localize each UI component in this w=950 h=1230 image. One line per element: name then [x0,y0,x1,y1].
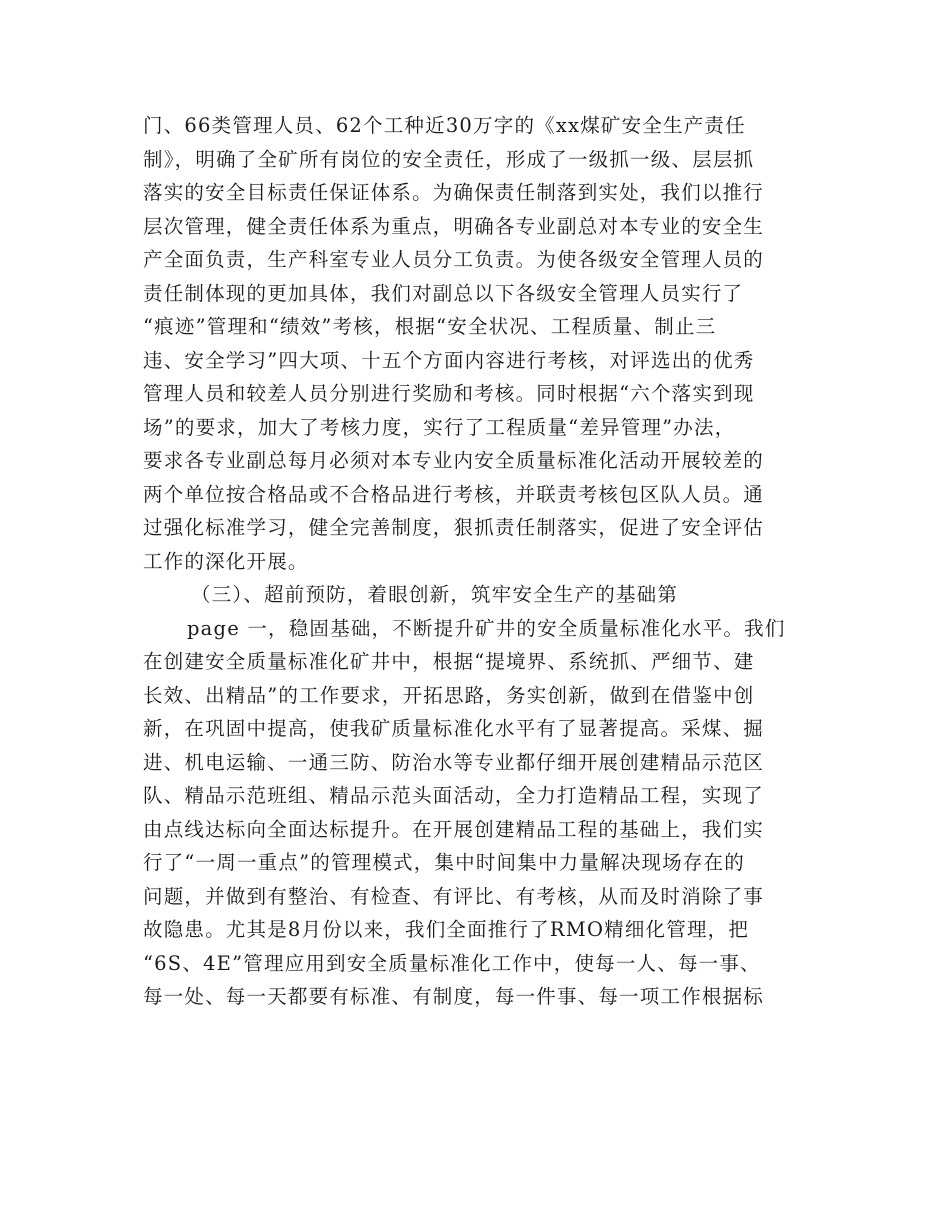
text-line: 每一处、每一天都要有标准、有制度，每一件事、每一项工作根据标 [143,985,765,1008]
text-line: 层次管理，健全责任体系为重点，明确各专业副总对本专业的安全生 [143,214,765,238]
text-line: 落实的安全目标责任保证体系。为确保责任制落到实处，我们以推行 [143,181,765,204]
text-line: 问题，并做到有整治、有检查、有评比、有考核，从而及时消除了事 [143,884,765,908]
text-line: 队、精品示范班组、精品示范头面活动，全力打造精品工程，实现了 [143,784,765,807]
text-line: 要求各专业副总每月必须对本专业内安全质量标准化活动开展较差的 [143,449,765,472]
text-line: 过强化标准学习，健全完善制度，狠抓责任制落实，促进了安全评估 [143,516,765,539]
text-line: “痕迹”管理和“绩效”考核，根据“安全状况、工程质量、制止三 [143,315,717,338]
text-line: “6S、4E”管理应用到安全质量标准化工作中，使每一人、每一事、 [143,951,761,975]
paragraph-first-line: page 一，稳固基础，不断提升矿井的安全质量标准化水平。我们 [187,616,786,640]
text-line: 工作的深化开展。 [143,549,309,573]
text-line: 门、66类管理人员、62个工种近30万字的《xx煤矿安全生产责任 [143,114,746,137]
text-line: 场”的要求，加大了考核力度，实行了工程质量“差异管理”办法， [143,415,736,439]
document-body [143,109,823,1014]
text-line: 制》，明确了全矿所有岗位的安全责任，形成了一级抓一级、层层抓 [143,147,755,171]
text-line: 在创建安全质量标准化矿井中，根据“提境界、系统抓、严细节、建 [143,650,755,673]
text-line: 进、机电运输、一通三防、防治水等专业都仔细开展创建精品示范区 [143,750,765,774]
text-line: 管理人员和较差人员分别进行奖励和考核。同时根据“六个落实到现 [143,382,755,405]
text-line: 行了“一周一重点”的管理模式，集中时间集中力量解决现场存在的 [143,851,745,874]
text-line: 长效、出精品”的工作要求，开拓思路，务实创新，做到在借鉴中创 [143,683,755,707]
text-line: 新，在巩固中提高，使我矿质量标准化水平有了显著提高。采煤、掘 [143,717,765,740]
text-line: 两个单位按合格品或不合格品进行考核，并联责考核包区队人员。通 [143,482,765,506]
text-line: 故隐患。尤其是8月份以来，我们全面推行了RMO精细化管理，把 [143,918,750,941]
text-line: 由点线达标向全面达标提升。在开展创建精品工程的基础上，我们实 [143,817,765,841]
text-line: 产全面负责，生产科室专业人员分工负责。为使各级安全管理人员的 [143,248,765,271]
section-heading: （三）、超前预防，着眼创新，筑牢安全生产的基础第 [191,583,679,606]
text-line: 违、安全学习”四大项、十五个方面内容进行考核，对评选出的优秀 [143,348,755,372]
text-line: 责任制体现的更加具体，我们对副总以下各级安全管理人员实行了 [143,281,744,305]
